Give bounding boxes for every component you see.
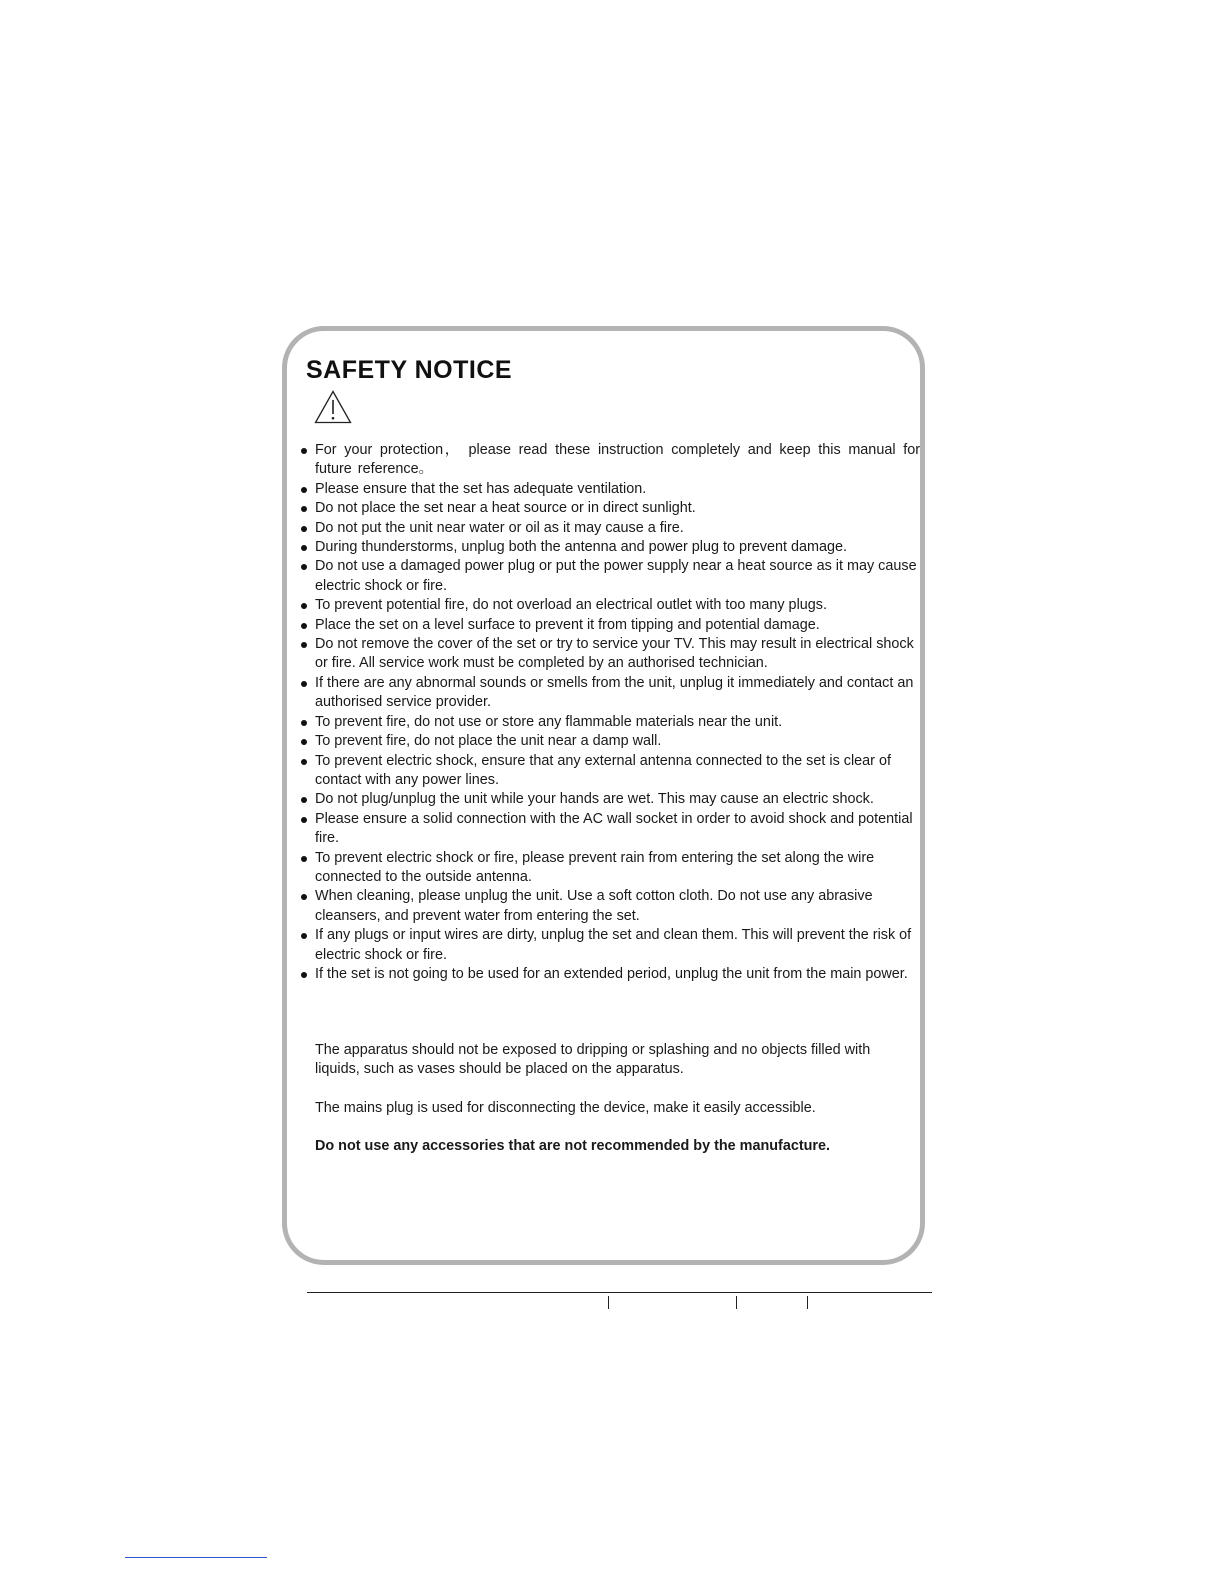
list-item: Do not remove the cover of the set or try to service your TV. This may result in electrical shock or fire. All service work must be completed by an authorised technician. <box>300 635 920 674</box>
warning-triangle-icon <box>314 390 352 424</box>
list-item: To prevent electric shock, ensure that any external antenna connected to the set is clear of contact with any power lines. <box>300 752 920 791</box>
list-item: If the set is not going to be used for an extended period, unplug the unit from the main power. <box>300 965 920 984</box>
mains-plug-paragraph: The mains plug is used for disconnecting the device, make it easily accessible. <box>315 1100 816 1116</box>
list-item: If any plugs or input wires are dirty, unplug the set and clean them. This will prevent the risk of electric shock or fire. <box>300 926 920 965</box>
list-item: Do not put the unit near water or oil as it may cause a fire. <box>300 519 920 538</box>
list-item: Place the set on a level surface to prevent it from tipping and potential damage. <box>300 616 920 635</box>
safety-bullet-list <box>300 441 920 984</box>
list-item: For your protection， please read these instruction completely and keep this manual for future reference。 <box>300 441 920 480</box>
splash-warning-paragraph: The apparatus should not be exposed to dripping or splashing and no objects filled with liquids, such as vases should be placed on the apparatus. <box>315 1042 871 1078</box>
list-item: During thunderstorms, unplug both the antenna and power plug to prevent damage. <box>300 538 920 557</box>
list-item: To prevent electric shock or fire, please prevent rain from entering the set along the wire connected to the outside antenna. <box>300 849 920 888</box>
footer-rule <box>307 1292 932 1293</box>
footer-divider <box>736 1296 737 1309</box>
footer-divider <box>608 1296 609 1309</box>
list-item: Do not place the set near a heat source or in direct sunlight. <box>300 499 920 518</box>
accessories-warning-paragraph: Do not use any accessories that are not recommended by the manufacture. <box>315 1138 831 1154</box>
list-item: Do not use a damaged power plug or put the power supply near a heat source as it may cause electric shock or fire. <box>300 557 920 596</box>
list-item: Do not plug/unplug the unit while your hands are wet. This may cause an electric shock. <box>300 790 920 809</box>
list-item: Please ensure a solid connection with the AC wall socket in order to avoid shock and potential fire. <box>300 810 920 849</box>
list-item: If there are any abnormal sounds or smells from the unit, unplug it immediately and contact an authorised service provider. <box>300 674 920 713</box>
list-item: When cleaning, please unplug the unit. Use a soft cotton cloth. Do not use any abrasive cleansers, and prevent water from entering the set. <box>300 887 920 926</box>
list-item: To prevent fire, do not use or store any flammable materials near the unit. <box>300 713 920 732</box>
list-item: Please ensure that the set has adequate ventilation. <box>300 480 920 499</box>
list-item: To prevent potential fire, do not overload an electrical outlet with too many plugs. <box>300 596 920 615</box>
page-title: SAFETY NOTICE <box>306 356 513 384</box>
list-item: To prevent fire, do not place the unit near a damp wall. <box>300 732 920 751</box>
footer-divider <box>807 1296 808 1309</box>
corner-underline <box>125 1557 267 1558</box>
